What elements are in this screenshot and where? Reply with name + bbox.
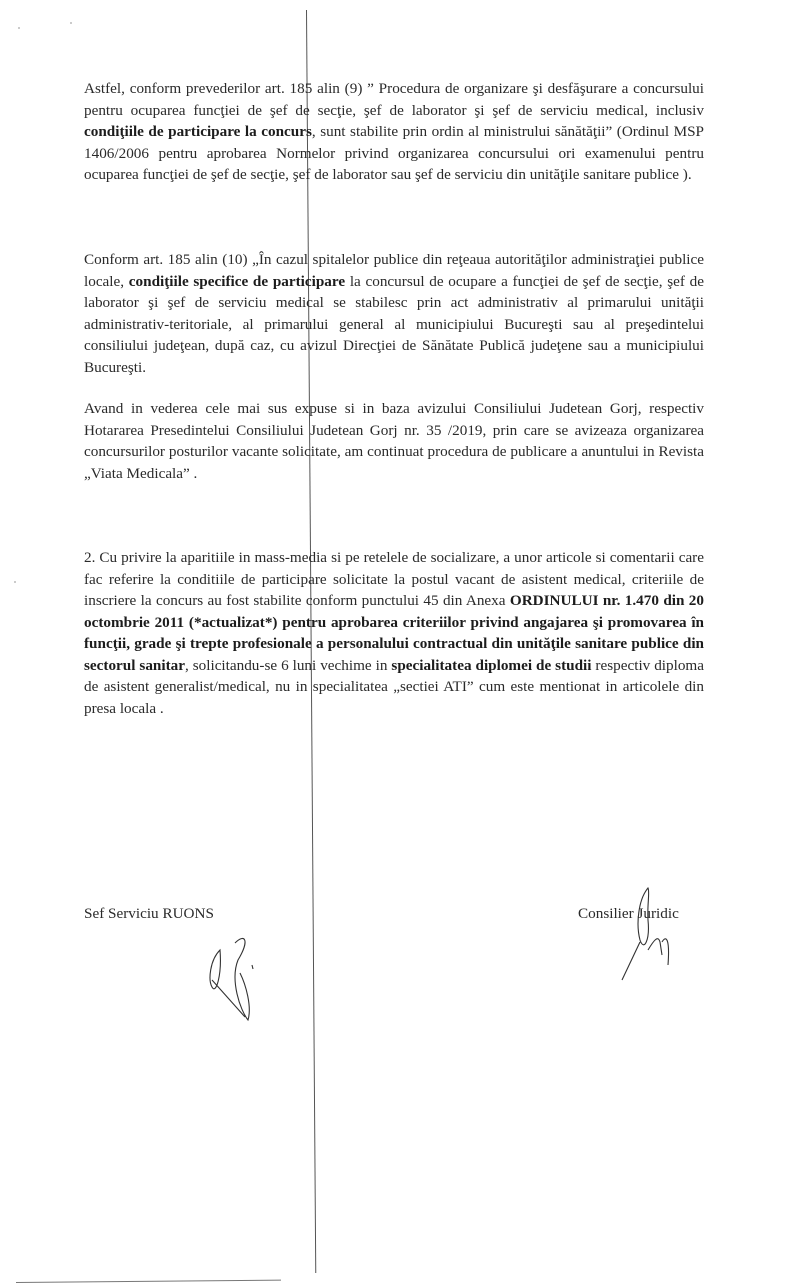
paragraph-text: 2. Cu privire la aparitiile in mass-media si pe retelele de socializare, a unor articole si comentarii care fac referire la conditiile de participare solicitate la postul vacant de asistent medical, criteriile de inscriere la concurs au fost stabilite conform punctului 45 din Anexa (84, 549, 704, 609)
scan-bottom-rule (16, 1280, 281, 1283)
paragraph-bold-text: specialitatea diplomei de studii (391, 656, 592, 674)
paragraph-text: la concursul de ocupare a funcţiei de şef de secţie, şef de laborator şi şef de serviciu medical se stabilesc prin act administrativ al primarului unităţii administrativ-teritoriale, al primarului general al municipiului Bucureşti sau al preşedintelui consiliului judeţean, după caz, cu avizul Direcţiei de Sănătate Publică judeţene sau a municipiului Bucureşti. (84, 272, 704, 376)
paragraph-text: Conform art. 185 alin (10) „În cazul spitalelor publice din reţeaua autorităţilor administraţiei publice locale, (84, 251, 704, 290)
scan-speck (70, 22, 72, 24)
paragraph-point-2 (84, 547, 704, 719)
paragraph-bold-text: ORDINULUI nr. 1.470 din 20 octombrie 2011 (*actualizat*) pentru aprobarea criteriilor privind angajarea şi promovarea în funcţii, grade şi trepte profesionale a personalului contractual din unităţile sanitare publice din sectorul sanitar (84, 592, 704, 674)
paragraph-art-185-alin-10 (84, 249, 704, 378)
signature-left-icon (200, 925, 280, 1025)
scan-speck (14, 581, 16, 583)
scan-speck (18, 27, 20, 29)
paragraph-aviz-consiliu (84, 398, 704, 484)
paragraph-text: , sunt stabilite prin ordin al ministrului sănătăţii” (Ordinul MSP 1406/2006 pentru aprobarea Normelor privind organizarea concursului ori examenului pentru ocuparea funcţiei de şef de secţie, şef de laborator sau şef de serviciu din unităţile sanitare publice ). (84, 123, 704, 183)
paragraph-text: Avand in vederea cele mai sus expuse si in baza avizului Consiliului Judetean Gorj, respectiv Hotararea Presedintelui Consiliului Judetean Gorj nr. 35 /2019, prin care se avizeaza organizarea concursurilor posturilor vacante solicitate, am continuat procedura de publicare a anuntului in Revista „Viata Medicala” . (84, 400, 704, 482)
paragraph-bold-text: condiţiile specifice de participare (128, 272, 346, 290)
paragraph-text: , solicitandu-se 6 luni vechime in (184, 656, 392, 674)
paragraph-text: respectiv diploma de asistent generalist/medical, nu in specialitatea „sectiei ATI” cum este mentionat in articolele din presa locala . (84, 656, 704, 717)
paragraph-art-185-alin-9 (84, 78, 704, 186)
paragraph-text: Astfel, conform prevederilor art. 185 alin (9) ” Procedura de organizare şi desfăşurare a concursului pentru ocuparea funcţiei de şef de secţie, şef de laborator şi şef de serviciu medical, inclusiv (84, 80, 704, 119)
signature-left-title: Sef Serviciu RUONS (84, 905, 214, 922)
signature-right-title: Consilier Juridic (578, 905, 679, 922)
paragraph-bold-text: condiţiile de participare la concurs (84, 123, 312, 140)
signature-right-icon (618, 880, 698, 990)
